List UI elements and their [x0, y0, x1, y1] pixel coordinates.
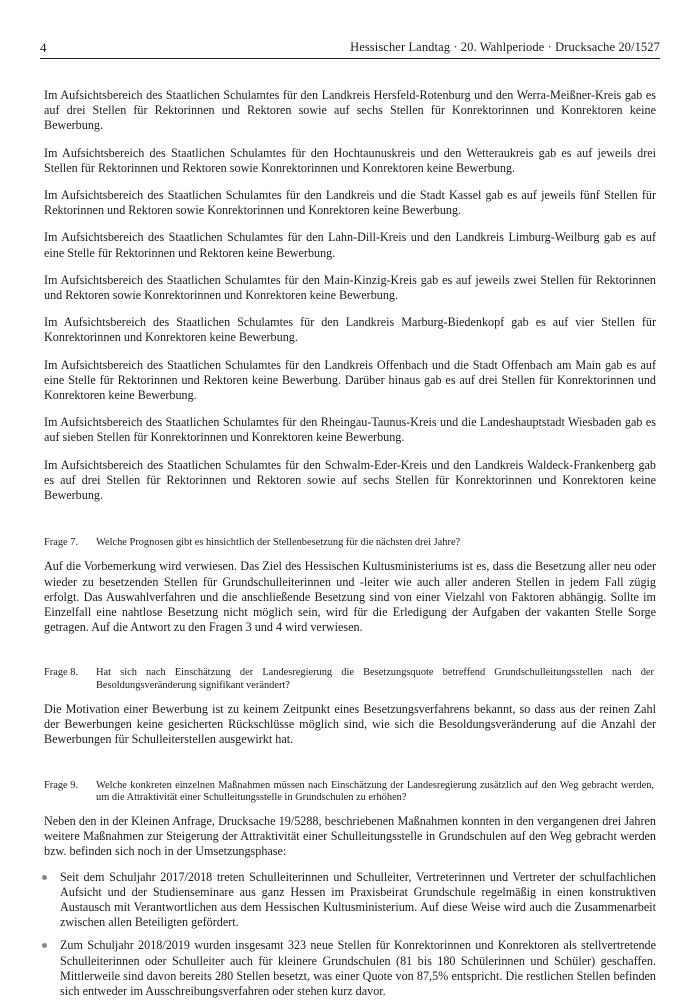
measures-list [44, 870, 656, 1000]
header-rule [40, 58, 660, 59]
paragraph-marburg: Im Aufsichtsbereich des Staatlichen Schulamtes für den Landkreis Marburg-Biedenkopf gab es auf vier Stellen für Konrektorinnen und Konrektoren keine Bewerbung. [44, 315, 656, 345]
question-label: Frage 9. [44, 779, 79, 791]
paragraph-offenbach: Im Aufsichtsbereich des Staatlichen Schulamtes für den Landkreis Offenbach und die Stadt Offenbach am Main gab es auf eine Stelle für Rektorinnen und Rektoren keine Bewerbung. Darüber hinaus gab es auf drei Stellen für Konrektorinnen und Konrektoren keine Bewerbung. [44, 357, 656, 403]
bullet-icon [42, 943, 47, 948]
question-text: Welche konkreten einzelnen Maßnahmen müssen nach Einschätzung der Landesregierung zusätzlich auf den Weg gebracht werden, um die Attraktivität einer Schulleitungsstelle in Grundschulen zu erhöhen? [96, 779, 654, 803]
question-label: Frage 7. [44, 537, 79, 549]
paragraph-kassel: Im Aufsichtsbereich des Staatlichen Schulamtes für den Landkreis und die Stadt Kassel gab es auf jeweils fünf Stellen für Rektorinnen und Rektoren sowie Konrektorinnen und Konrektoren keine Bewerbung. [44, 188, 656, 218]
answer-8: Die Motivation einer Bewerbung ist zu keinem Zeitpunkt eines Besetzungsverfahrens bekannt, so dass aus der reinen Zahl der Bewerbungen keine gesicherten Rückschlüsse möglich sind, wie sich die Besoldungsveränderung auf die Anzahl der Bewerbungen für Schulleiterstellen ausgewirkt hat. [44, 701, 656, 747]
paragraph-hochtaunus: Im Aufsichtsbereich des Staatlichen Schulamtes für den Hochtaunuskreis und den Wetteraukreis gab es auf jeweils drei Stellen für Rektorinnen und Rektoren sowie Konrektorinnen und Konrektoren keine Bewerbung. [44, 145, 656, 175]
list-item-text: Zum Schuljahr 2018/2019 wurden insgesamt 323 neue Stellen für Konrektorinnen und Konrektoren als stellvertretende Schulleiterinnen oder Schulleiter auch für kleinere Grundschulen (81 bis 180 Schülerinnen und Schüler) geschaffen. Mittlerweile sind davon bereits 280 Stellen besetzt, was einer Quote von 87,5% entspricht. Die restlichen Stellen befinden sich entweder im Ausschreibungsverfahren oder stehen kurz davor. [60, 938, 656, 998]
paragraph-hersfeld: Im Aufsichtsbereich des Staatlichen Schulamtes für den Landkreis Hersfeld-Rotenburg und den Werra-Meißner-Kreis gab es auf drei Stellen für Rektorinnen und Rektoren sowie auf sechs Stellen für Konrektorinnen und Konrektoren keine Bewerbung. [44, 88, 656, 133]
question-8 [44, 667, 656, 691]
question-9 [44, 780, 656, 804]
page-number: 4 [40, 40, 47, 55]
question-text: Welche Prognosen gibt es hinsichtlich der Stellenbesetzung für die nächsten drei Jahre? [96, 537, 461, 549]
bullet-icon [42, 875, 47, 880]
page-body [44, 88, 656, 1007]
list-item [44, 938, 656, 999]
question-7 [44, 537, 656, 549]
question-label: Frage 8. [44, 667, 79, 679]
paragraph-lahn-dill: Im Aufsichtsbereich des Staatlichen Schulamtes für den Lahn-Dill-Kreis und den Landkreis Limburg-Weilburg gab es auf eine Stelle für Rektorinnen und Rektoren keine Bewerbung. [44, 230, 656, 260]
answer-7: Auf die Vorbemerkung wird verwiesen. Das Ziel des Hessischen Kultusministeriums ist es, dass die Besetzung aller neu oder wieder zu besetzenden Stellen für Grundschulleiterinnen und -leiter wie auch aller anderen Stellen in jedem Fall zügig erfolgt. Das Auswahlverfahren und die anschließende Besetzung sind von einer Vielzahl von Faktoren abhängig. Sollte im Einzelfall eine nahtlose Besetzung nicht möglich sein, wird für die Erledigung der Aufgaben der vakanten Stelle Sorge getragen. Auf die Antwort zu den Fragen 3 und 4 wird verwiesen. [44, 559, 656, 635]
paragraph-schwalm-eder: Im Aufsichtsbereich des Staatlichen Schulamtes für den Schwalm-Eder-Kreis und den Landkreis Waldeck-Frankenberg gab es auf drei Stellen für Rektorinnen und Rektoren sowie auf sechs Stellen für Konrektorinnen und Konrektoren keine Bewerbung. [44, 457, 656, 503]
paragraph-main-kinzig: Im Aufsichtsbereich des Staatlichen Schulamtes für den Main-Kinzig-Kreis gab es auf jeweils zwei Stellen für Rektorinnen und Rektoren sowie Konrektorinnen und Konrektoren keine Bewerbung. [44, 272, 656, 303]
running-header: Hessischer Landtag · 20. Wahlperiode · Drucksache 20/1527 [350, 40, 660, 54]
question-text: Hat sich nach Einschätzung der Landesregierung die Besetzungsquote betreffend Grundschulleitungsstellen nach der Besoldungsveränderung signifikant verändert? [96, 667, 654, 691]
paragraph-rheingau: Im Aufsichtsbereich des Staatlichen Schulamtes für den Rheingau-Taunus-Kreis und die Landeshauptstadt Wiesbaden gab es auf sieben Stellen für Konrektorinnen und Konrektoren keine Bewerbung. [44, 415, 656, 445]
list-item [44, 870, 656, 931]
answer-9: Neben den in der Kleinen Anfrage, Drucksache 19/5288, beschriebenen Maßnahmen konnten in den vergangenen drei Jahren weitere Maßnahmen zur Steigerung der Attraktivität einer Schulleitungsstelle in Grundschulen auf den Weg gebracht werden bzw. befinden sich noch in der Umsetzungsphase: [44, 813, 656, 859]
list-item-text: Seit dem Schuljahr 2017/2018 treten Schulleiterinnen und Schulleiter, Vertreterinnen und Vertreter der schulfachlichen Aufsicht und der Studienseminare aus ganz Hessen im Praxisbeirat Grundschule regelmäßig in einen konstruktiven Austausch mit Verantwortlichen aus dem Hessischen Kultusministerium. Auf diese Weise wird auch die Zusammenarbeit zwischen allen Beteiligten gefördert. [60, 869, 656, 930]
